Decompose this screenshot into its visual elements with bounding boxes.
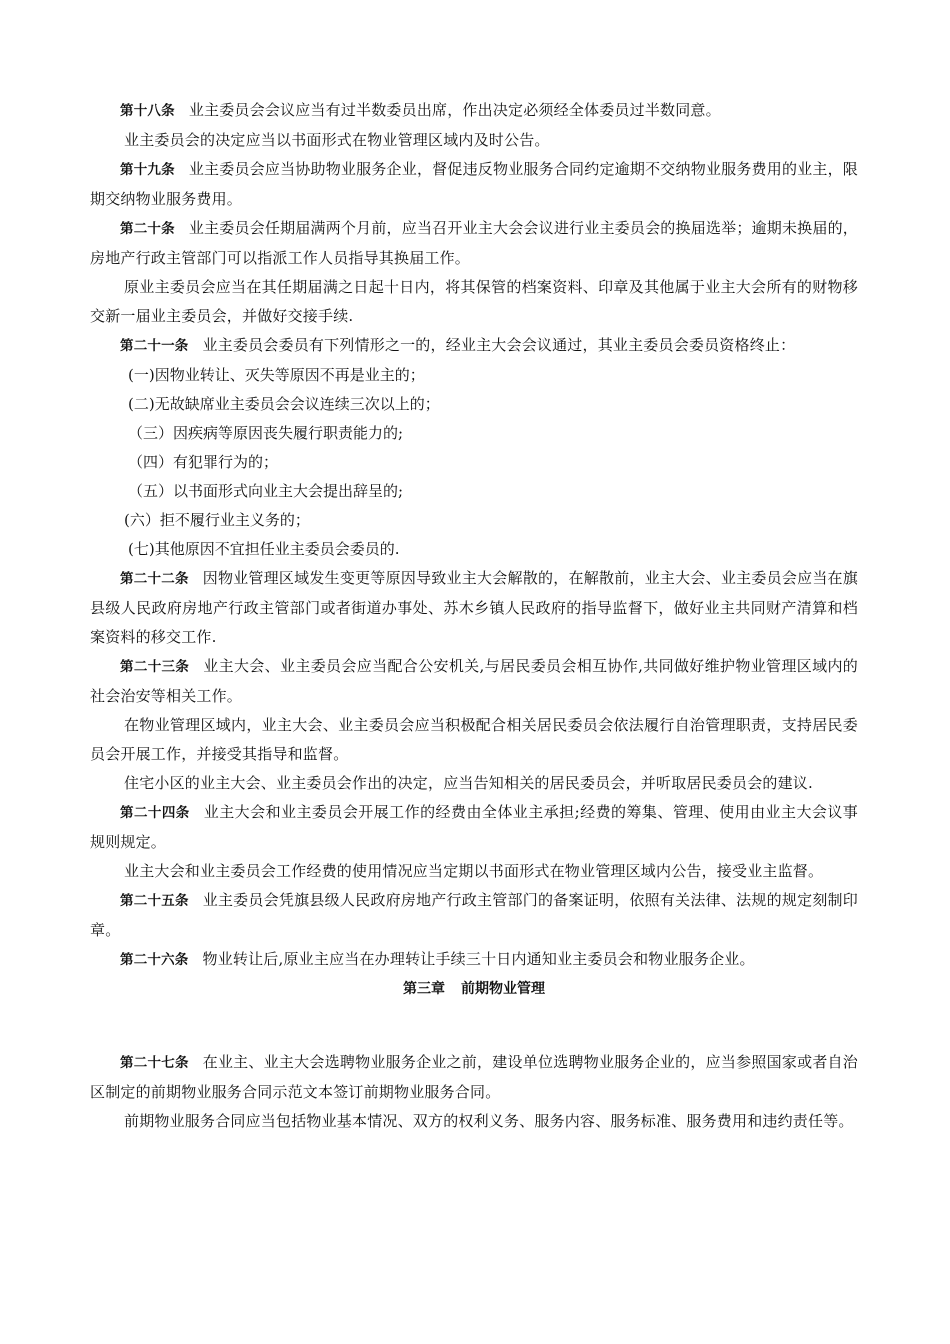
article-23	[90, 652, 858, 711]
article-22	[90, 564, 858, 652]
article-number: 第十八条	[120, 103, 175, 119]
article-text: 业主委员会委员有下列情形之一的，经业主大会会议通过，其业主委员会委员资格终止：	[202, 336, 796, 354]
article-26	[90, 945, 858, 975]
article-24	[90, 798, 858, 857]
article-18	[90, 96, 858, 126]
article-number: 第二十七条	[120, 1055, 189, 1071]
article-21	[90, 331, 858, 361]
article-text: 业主委员会任期届满两个月前，应当召开业主大会会议进行业主委员会的换届选举；逾期未换届的，房地产行政主管部门可以指派工作人员指导其换届工作。	[90, 219, 858, 267]
list-item: （五）以书面形式向业主大会提出辞呈的;	[128, 482, 404, 500]
list-item: (七)其他原因不宜担任业主委员会委员的.	[128, 540, 400, 558]
article-27	[90, 1048, 858, 1107]
chapter-title: 前期物业管理	[461, 981, 545, 997]
list-item: (一)因物业转让、灭失等原因不再是业主的；	[128, 366, 425, 384]
article-number: 第十九条	[120, 162, 175, 178]
chapter-heading	[90, 975, 858, 1004]
article-text: 业主委员会应当协助物业服务企业，督促违反物业服务合同约定逾期不交纳物业服务费用的业主，限期交纳物业服务费用。	[90, 160, 858, 208]
article-text: 因物业管理区域发生变更等原因导致业主大会解散的，在解散前，业主大会、业主委员会应当在旗县级人民政府房地产行政主管部门或者街道办事处、苏木乡镇人民政府的指导监督下，做好业主共同财产清算和档案资料的移交工作.	[90, 569, 858, 646]
document-body	[90, 96, 858, 1136]
article-23-paragraph-3: 住宅小区的业主大会、业主委员会作出的决定，应当告知相关的居民委员会，并听取居民委员会的建议.	[124, 774, 813, 792]
list-item: (六）拒不履行业主义务的；	[124, 511, 310, 529]
article-19	[90, 155, 858, 214]
article-text: 在业主、业主大会选聘物业服务企业之前，建设单位选聘物业服务企业的，应当参照国家或者自治区制定的前期物业服务合同示范文本签订前期物业服务合同。	[90, 1053, 858, 1101]
article-text: 业主大会、业主委员会应当配合公安机关,与居民委员会相互协作,共同做好维护物业管理区域内的社会治安等相关工作。	[90, 657, 859, 705]
article-18-paragraph-2: 业主委员会的决定应当以书面形式在物业管理区域内及时公告。	[124, 131, 550, 149]
article-number: 第二十四条	[120, 805, 190, 821]
article-23-paragraph-2: 在物业管理区域内，业主大会、业主委员会应当积极配合相关居民委员会依法履行自治管理职责，支持居民委员会开展工作，并接受其指导和监督。	[90, 716, 858, 763]
article-20	[90, 214, 858, 273]
chapter-number: 第三章	[403, 981, 445, 997]
article-text: 业主大会和业主委员会开展工作的经费由全体业主承担;经费的筹集、管理、使用由业主大会议事规则规定。	[90, 803, 858, 851]
article-text: 物业转让后,原业主应当在办理转让手续三十日内通知业主委员会和物业服务企业。	[202, 950, 755, 968]
article-number: 第二十二条	[120, 571, 189, 587]
list-item: （四）有犯罪行为的；	[128, 453, 279, 471]
article-number: 第二十五条	[120, 893, 189, 909]
list-item: （三）因疾病等原因丧失履行职责能力的;	[128, 424, 404, 442]
article-20-paragraph-2: 原业主委员会应当在其任期届满之日起十日内，将其保管的档案资料、印章及其他属于业主大会所有的财物移交新一届业主委员会，并做好交接手续.	[90, 278, 858, 325]
article-24-paragraph-2: 业主大会和业主委员会工作经费的使用情况应当定期以书面形式在物业管理区域内公告，接受业主监督。	[124, 862, 824, 880]
article-number: 第二十条	[120, 221, 175, 237]
article-number: 第二十六条	[120, 952, 189, 968]
article-text: 业主委员会会议应当有过半数委员出席，作出决定必须经全体委员过半数同意。	[188, 101, 721, 119]
article-25	[90, 886, 858, 945]
list-item: (二)无故缺席业主委员会会议连续三次以上的；	[128, 395, 440, 413]
article-text: 业主委员会凭旗县级人民政府房地产行政主管部门的备案证明，依照有关法律、法规的规定刻制印章。	[90, 891, 858, 939]
article-27-paragraph-2: 前期物业服务合同应当包括物业基本情况、双方的权利义务、服务内容、服务标准、服务费用和违约责任等。	[124, 1112, 854, 1130]
article-number: 第二十三条	[120, 659, 190, 675]
article-number: 第二十一条	[120, 338, 189, 354]
